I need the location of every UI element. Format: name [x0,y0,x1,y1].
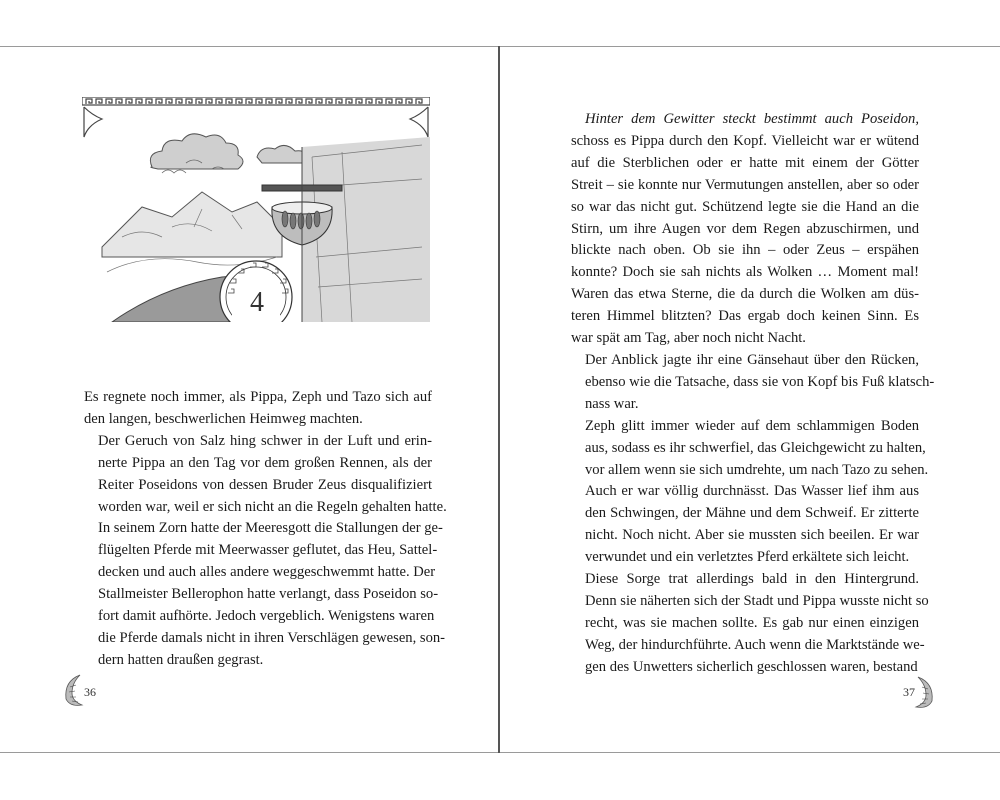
text-line: verwundet und ein verletztes Pferd erkältete sich leicht. [585,549,910,566]
left-page [0,46,499,753]
text-line: vor allem wenn sie sich umdrehte, um nach Tazo zu sehen. [585,461,929,478]
text-line: dern hatten draußen gegrast. [98,651,264,668]
text-line: nerte Pippa an den Tag vor dem großen Rennen, als der [98,454,432,471]
text-line: teren Himmel blitzten? Das ergab doch keinen Sinn. Es [571,308,919,325]
text-line: so war das nicht gut. Schützend legte sie die Hand an die [571,198,919,215]
text-line: In seinem Zorn hatte der Meeresgott die Stallungen der ge- [98,520,443,537]
text-line: decken und auch alles andere weggeschwemmt hatte. Der [98,564,436,581]
text-line: fort damit aufhörte. Jedoch vergeblich. Wenigstens waren [98,608,435,625]
paragraph [571,131,919,350]
text-line: Waren das etwa Sterne, die da durch die Wolken am düs- [571,286,919,303]
paragraph [571,350,935,416]
text-line: Es regnete noch immer, als Pippa, Zeph und Tazo sich auf [84,389,432,405]
text-line: Reiter Poseidons von dessen Bruder Zeus disqualifiziert [98,476,432,493]
text-line: Auch er war völlig durchnässt. Das Wasser lief ihm aus [585,483,919,500]
text-line: blickte nach oben. Ob sie ihn – oder Zeus – erspähen [571,242,919,259]
text-line: Streit – sie konnte nur Vermutungen anstellen, aber so oder [571,176,919,193]
text-line: recht, was sie machen sollte. Es gab nur einen einzigen [585,614,919,631]
text-line: Stallmeister Bellerophon hatte verlangt, dass Poseidon so- [98,586,439,603]
wing-ornament-icon [912,675,938,711]
text-line: konnte? Doch sie sah nichts als Wolken … Moment mal! [571,264,919,281]
right-page [500,46,1000,753]
text-line: Zeph glitt immer wieder auf dem schlammigen Boden [585,417,919,434]
text-line: den Schwingen, der Mähne und dem Schweif. Er zitterte [585,505,919,522]
text-line: aus, sodass es ihr schwerfiel, das Gleichgewicht zu halten, [585,439,926,456]
text-line: flügelten Pferde mit Meerwasser geflutet, das Heu, Sattel- [98,542,438,559]
text-line: auf die Sterblichen oder er hatte mit einem der Götter [571,154,919,171]
text-line: worden war, weil er sich nicht an die Regeln gehalten hatte. [98,498,447,515]
paragraph [84,387,432,431]
text-line: ebenso wie die Tatsache, dass sie von Kopf bis Fuß klatsch- [585,373,935,390]
paragraph [571,416,929,482]
paragraph [571,569,929,679]
page-number-right: 37 [903,685,915,699]
text-line: Diese Sorge trat allerdings bald in den Hintergrund. [585,571,919,588]
paragraph [571,109,919,131]
text-line: Stirn, um ihre Augen vor dem Regen abzuschirmen, und [571,220,919,237]
chapter-number: 4 [250,287,264,318]
wing-ornament-icon [60,673,86,709]
text-line: nass war. [585,395,639,412]
paragraph [84,431,447,672]
text-line: Weg, der hindurchführte. Auch wenn die Marktstände we- [585,636,925,653]
italic-thought-line: Hinter dem Gewitter steckt bestimmt auch Poseidon, [585,111,919,127]
text-line: nicht. Noch nicht. Aber sie mussten sich beeilen. Er war [585,527,919,544]
text-line: gen des Unwetters sicherlich geschlossen waren, bestand [585,658,918,675]
text-line: Der Anblick jagte ihr eine Gänsehaut über den Rücken, [585,351,919,368]
text-line: war spät am Tag, aber noch nicht Nacht. [571,330,806,347]
paragraph [571,481,919,569]
left-page-text [84,387,447,672]
text-line: Denn sie näherten sich der Stadt und Pippa wusste nicht so [585,592,929,609]
page-number-left: 36 [84,685,96,699]
text-line: die Pferde damals nicht in ihren Verschlägen gewesen, son- [98,629,446,646]
text-line: Der Geruch von Salz hing schwer in der Luft und erin- [98,432,432,449]
right-page-text [571,109,935,679]
text-line: schoss es Pippa durch den Kopf. Vielleicht war er wütend [571,132,919,149]
text-line: den langen, beschwerlichen Heimweg machten. [84,410,363,427]
